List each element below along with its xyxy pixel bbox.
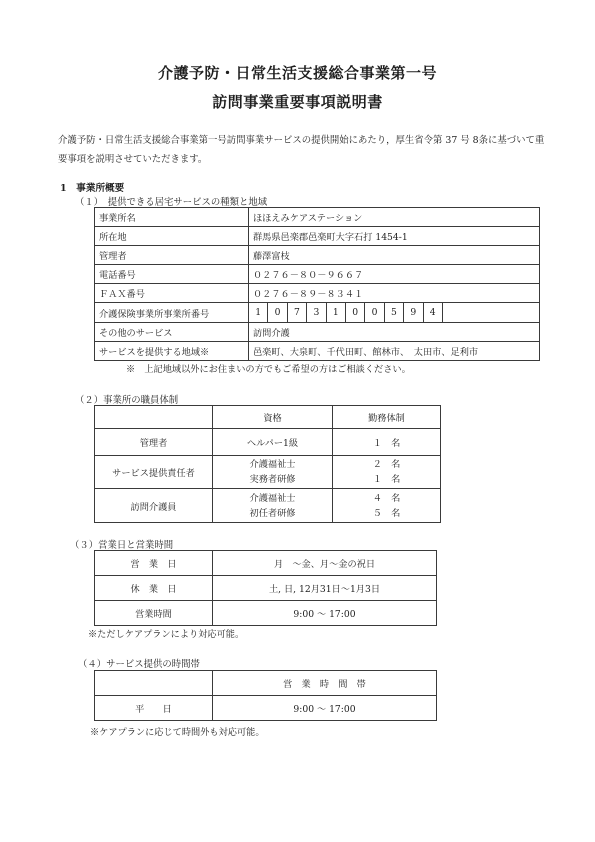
row-value: 9:00 ～ 17:00	[213, 696, 437, 721]
office-number-digit: 3	[307, 303, 326, 322]
row-label: 所在地	[95, 227, 249, 246]
table-row	[95, 551, 437, 576]
office-number-digit: 1	[327, 303, 346, 322]
header-blank	[95, 671, 213, 696]
table-row	[95, 489, 441, 523]
row-value: 9:00 ～ 17:00	[213, 601, 437, 626]
qualification-line: 介護福祉士	[249, 459, 296, 470]
row-label: 休 業 日	[95, 576, 213, 601]
header-blank	[95, 406, 213, 429]
qualification-line: 初任者研修	[249, 507, 296, 519]
row-label: サービスを提供する地域※	[95, 342, 249, 361]
table-row	[95, 246, 540, 265]
office-overview-table	[94, 207, 540, 361]
office-number-digits	[249, 303, 539, 322]
table-row	[95, 303, 540, 323]
count-cell	[333, 456, 441, 489]
office-number-cell	[249, 303, 540, 323]
business-hours-table	[94, 550, 437, 626]
sub1-heading: （１） 提供できる居宅サービスの種類と地域	[75, 197, 268, 208]
table-header-row	[95, 406, 441, 429]
row-label: 管理者	[95, 246, 249, 265]
row-label: 営業時間	[95, 601, 213, 626]
header-work: 勤務体制	[333, 406, 441, 429]
intro-paragraph: 介護予防・日常生活支援総合事業第一号訪問事業サービスの提供開始にあたり，厚生省令第 37 号 8条に基づいて重要事項を説明させていただきます。	[58, 135, 545, 165]
count-line: ４ 名	[372, 492, 401, 504]
role-cell: 訪問介護員	[95, 489, 213, 523]
row-label: 事業所名	[95, 208, 249, 227]
table-header-row	[95, 671, 437, 696]
row-value: 邑楽町、大泉町、千代田町、館林市、 太田市、足利市	[249, 342, 540, 361]
office-number-digit: 4	[424, 303, 443, 322]
row-label: その他のサービス	[95, 323, 249, 342]
role-cell: 管理者	[95, 429, 213, 456]
document-subtitle: 訪問事業重要事項説明書	[212, 93, 383, 111]
table-row	[95, 284, 540, 303]
sub3-heading: （３）営業日と営業時間	[70, 540, 174, 551]
table-row	[95, 429, 441, 456]
qualification-line: 介護福祉士	[249, 492, 296, 504]
row-label: 電話番号	[95, 265, 249, 284]
row-label: 営 業 日	[95, 551, 213, 576]
office-number-digit: 5	[385, 303, 404, 322]
qualification-cell	[213, 456, 333, 489]
row-label: 介護保険事業所事業所番号	[95, 303, 249, 323]
sub3-note: ※ただしケアプランにより対応可能。	[88, 629, 245, 640]
office-number-digit: 7	[288, 303, 307, 322]
sub4-note: ※ケアプランに応じて時間外も対応可能。	[90, 727, 265, 738]
sub2-heading: （２）事業所の職員体制	[75, 395, 179, 406]
qualification-cell	[213, 489, 333, 523]
table-row	[95, 342, 540, 361]
table-row	[95, 227, 540, 246]
table-row	[95, 576, 437, 601]
table-row	[95, 208, 540, 227]
sub4-heading: （４）サービス提供の時間帯	[78, 659, 200, 670]
row-value: ほほえみケアステーション	[249, 208, 540, 227]
table-row	[95, 323, 540, 342]
row-value: ０２７６－８９－８３４１	[249, 284, 540, 303]
service-hours-table	[94, 670, 437, 721]
row-label: ＦＡＸ番号	[95, 284, 249, 303]
row-value: 訪問介護	[249, 323, 540, 342]
qualification-line: 実務者研修	[249, 474, 296, 485]
office-number-digit: 0	[268, 303, 287, 322]
table-row	[95, 696, 437, 721]
table-row	[95, 601, 437, 626]
header-hours: 営 業 時 間 帯	[213, 671, 437, 696]
section1-heading: 1 事業所概要	[60, 183, 125, 194]
row-value: 月 ～金、月～金の祝日	[213, 551, 437, 576]
row-value: ０２７６－８０－９６６７	[249, 265, 540, 284]
table-row	[95, 265, 540, 284]
office-number-digit: 0	[346, 303, 365, 322]
role-cell: サービス提供責任者	[95, 456, 213, 489]
count-line: １ 名	[372, 474, 401, 485]
count-line: ５ 名	[372, 507, 401, 519]
office-number-digit: 1	[249, 303, 268, 322]
header-qualification: 資格	[213, 406, 333, 429]
row-label: 平 日	[95, 696, 213, 721]
count-cell: １ 名	[333, 429, 441, 456]
qualification-cell: ヘルパー1級	[213, 429, 333, 456]
row-value: 藤澤富枝	[249, 246, 540, 265]
office-number-digit: 0	[365, 303, 384, 322]
row-value: 群馬県邑楽郡邑楽町大字石打 1454-1	[249, 227, 540, 246]
sub1-note: ※ 上記地域以外にお住まいの方でもご希望の方はご相談ください。	[126, 364, 411, 375]
table-row	[95, 456, 441, 489]
row-value: 土, 日, 12月31日～1月3日	[213, 576, 437, 601]
office-number-digit: 9	[404, 303, 423, 322]
count-line: ２ 名	[372, 459, 401, 470]
count-cell	[333, 489, 441, 523]
staff-table	[94, 405, 441, 523]
document-title: 介護予防・日常生活支援総合事業第一号	[157, 64, 437, 82]
